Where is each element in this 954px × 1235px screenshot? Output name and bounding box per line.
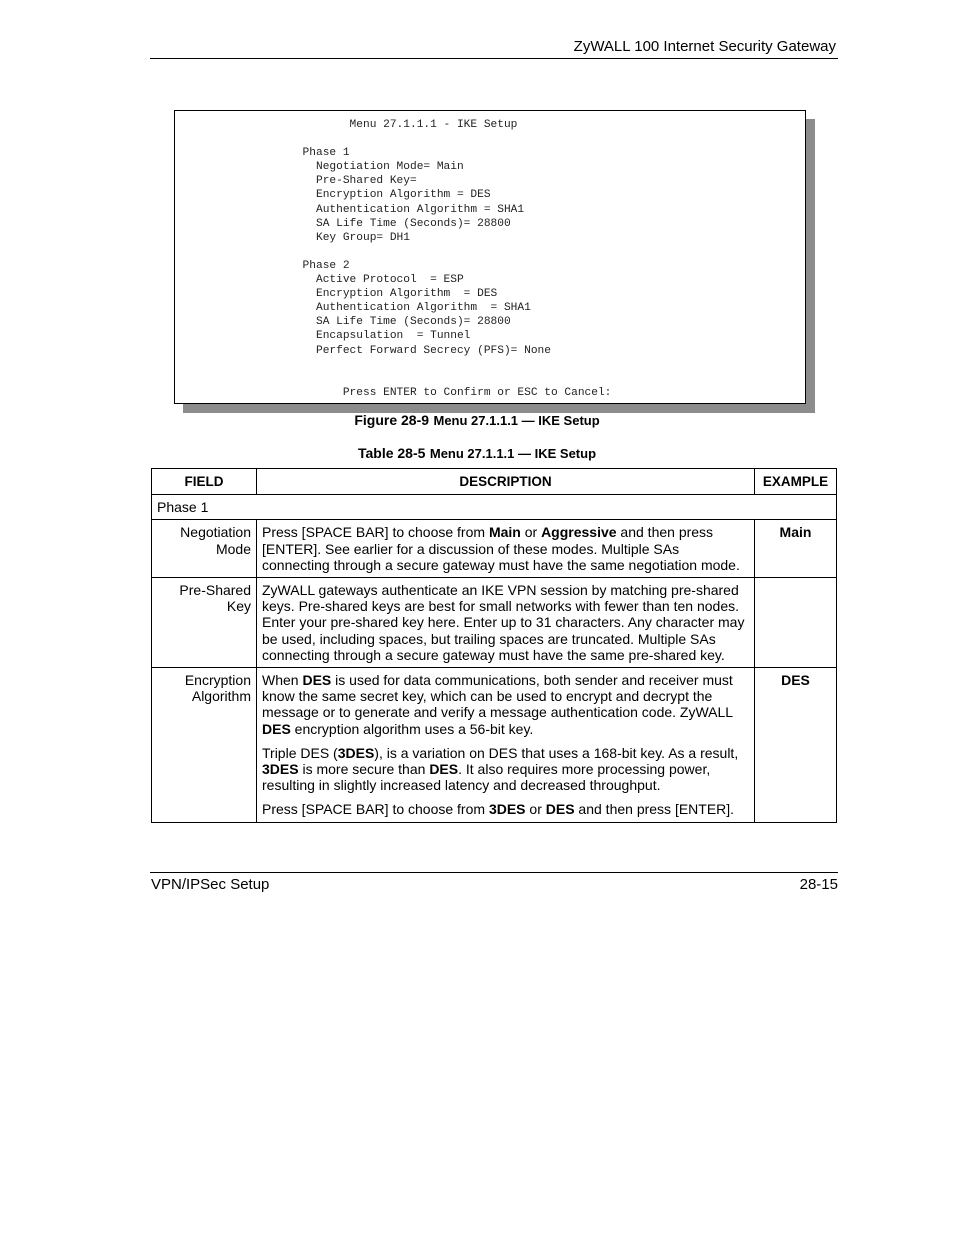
description-paragraph: Triple DES (3DES), is a variation on DES that uses a 168-bit key. As a result, 3DES is more secure than DES. It also requires more processing power, resulting in slightly increased latency and decreased throughput. <box>262 744 739 794</box>
field-example: DES <box>755 668 837 823</box>
header-title: ZyWALL 100 Internet Security Gateway <box>573 38 836 55</box>
field-description-table <box>151 468 837 823</box>
table-caption <box>0 445 954 463</box>
figure-caption <box>0 412 954 430</box>
description-paragraph: ZyWALL gateways authenticate an IKE VPN session by matching pre-shared keys. Pre-shared keys are best for small networks with fewer than ten nodes. Enter your pre-shared key here. Enter up to 31 characters. Any character may be used, including spaces, but trailing spaces are truncated. Multiple SAs connecting through a secure gateway must have the same pre-shared key. <box>262 582 745 663</box>
header-example: EXAMPLE <box>755 469 837 495</box>
field-name: Encryption Algorithm <box>152 668 257 823</box>
header-field: FIELD <box>152 469 257 495</box>
figure-title: Menu 27.1.1.1 — IKE Setup <box>433 413 600 428</box>
table-row <box>152 668 837 823</box>
table-label: Table 28-5 <box>357 445 426 461</box>
terminal-screen <box>174 110 806 404</box>
page-number: 28-15 <box>799 876 838 893</box>
figure-label: Figure 28-9 <box>354 412 430 428</box>
field-description <box>257 578 755 668</box>
field-name: Negotiation Mode <box>152 520 257 578</box>
section-row <box>152 495 837 520</box>
field-example: Main <box>755 520 837 578</box>
description-paragraph: Press [SPACE BAR] to choose from Main or Aggressive and then press [ENTER]. See earlier for a discussion of these modes. Multiple SAs connecting through a secure gateway must have the same negotiation mode. <box>262 524 740 573</box>
header-description: DESCRIPTION <box>257 469 755 495</box>
field-example <box>755 578 837 668</box>
footer-section: VPN/IPSec Setup <box>151 876 270 893</box>
page-footer <box>150 872 838 893</box>
field-description <box>257 520 755 578</box>
description-paragraph: Press [SPACE BAR] to choose from 3DES or DES and then press [ENTER]. <box>262 801 735 818</box>
field-description <box>257 668 755 823</box>
terminal-text: Menu 27.1.1.1 - IKE Setup Phase 1 Negotiation Mode= Main Pre-Shared Key= Encryption Algorithm = DES Authentication Algorithm = SHA1 SA Life Time (Seconds)= 28800 Key Group= DH1 Phase 2 Active Protocol = ESP Encryption Algorithm = DES Authentication Algorithm = SHA1 SA Life Time (Seconds)= 28800 Encapsulation = Tunnel Perfect Forward Secrecy (PFS)= None Press ENTER to Confirm or ESC to Cancel: <box>302 119 612 399</box>
description-paragraph: When DES is used for data communications, both sender and receiver must know the same secret key, which can be used to encrypt and decrypt the message or to generate and verify a message authentication code. ZyWALL DES encryption algorithm uses a 56-bit key. <box>262 672 733 737</box>
table-row <box>152 520 837 578</box>
page-header <box>150 36 838 59</box>
table-header-row <box>152 469 837 495</box>
table-row <box>152 578 837 668</box>
field-name: Pre-Shared Key <box>152 578 257 668</box>
table-title: Menu 27.1.1.1 — IKE Setup <box>429 446 597 461</box>
section-label: Phase 1 <box>152 495 837 520</box>
